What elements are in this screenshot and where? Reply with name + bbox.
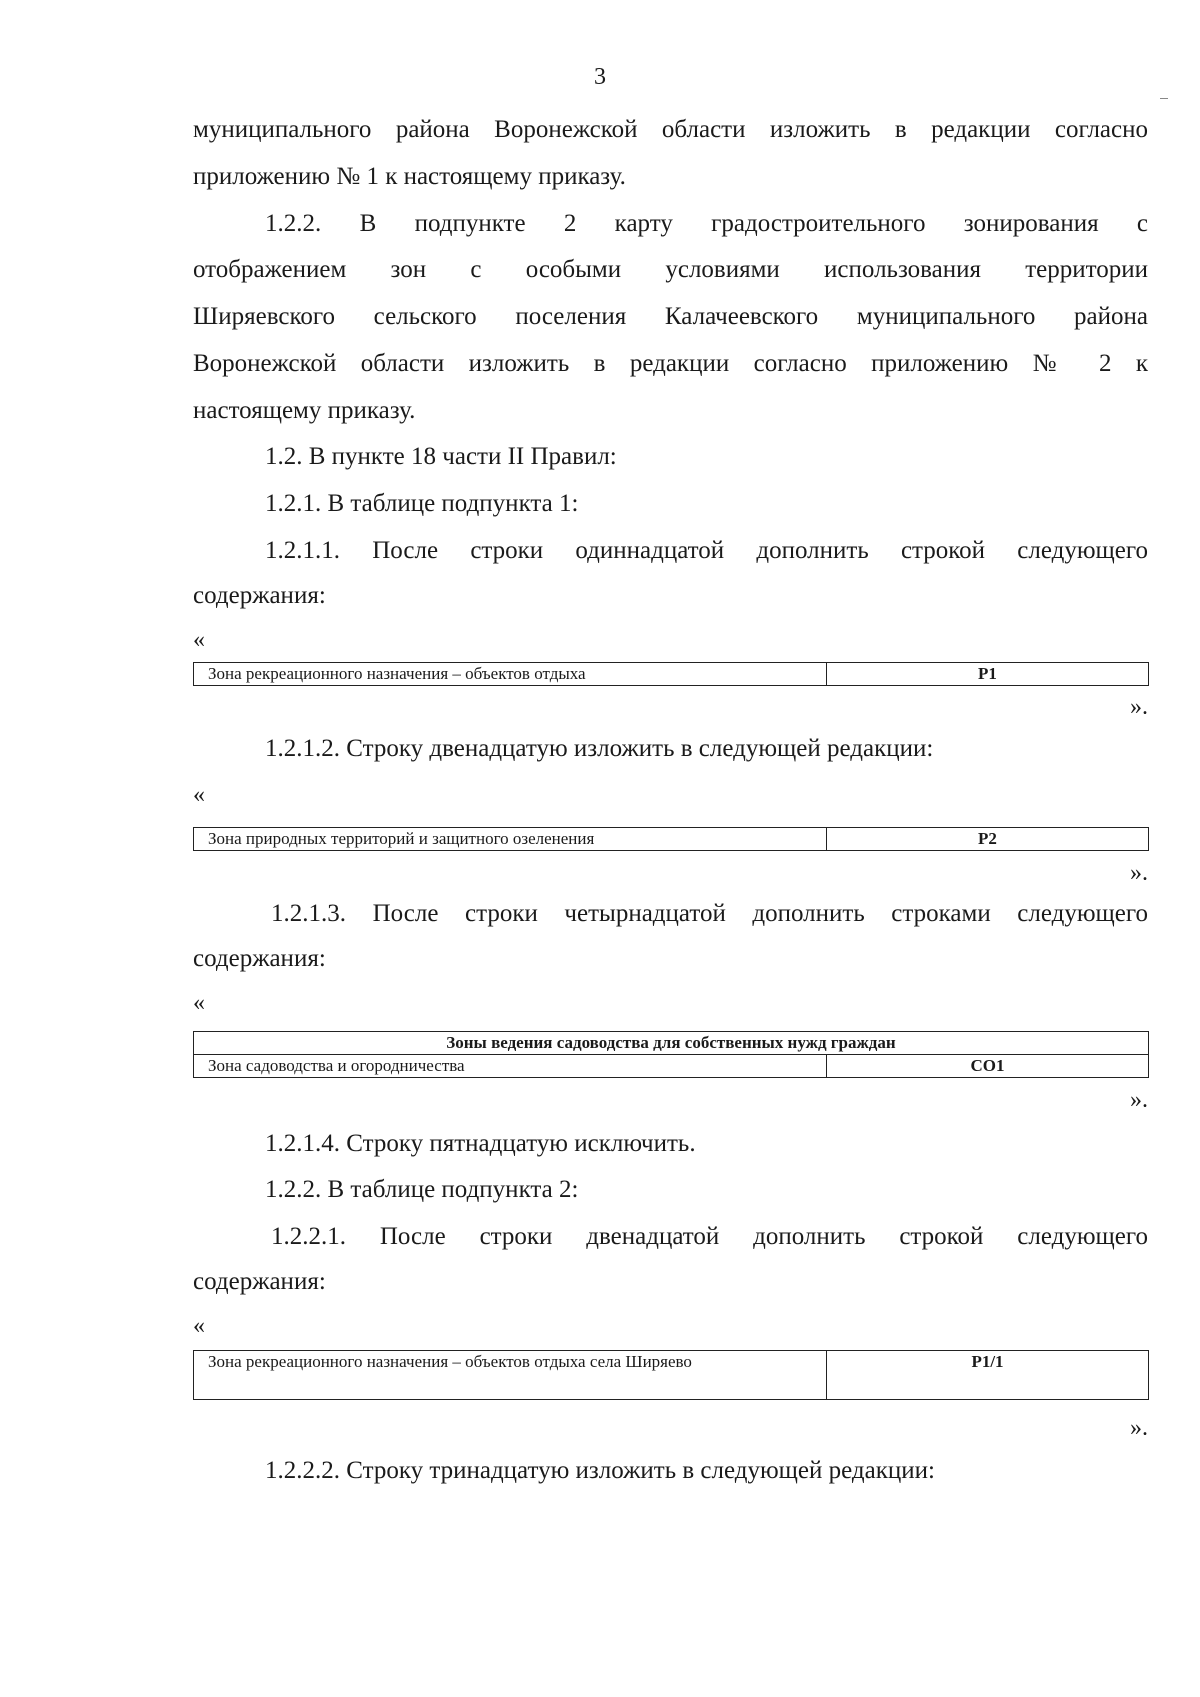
quote-close: ». <box>1130 694 1148 720</box>
zone-name-cell: Зона рекреационного назначения – объектов отдыха <box>194 663 827 686</box>
quote-open: « <box>193 782 205 808</box>
text-line: муниципального района Воронежской области изложить в редакции согласно <box>193 116 1148 143</box>
zone-code-cell: Р1 <box>827 663 1149 686</box>
zone-table-2 <box>193 827 1149 851</box>
zone-name-cell: Зона садоводства и огородничества <box>194 1055 827 1078</box>
text-line: 1.2.1.1. После строки одиннадцатой дополнить строкой следующего <box>265 537 1148 564</box>
zone-name-cell: Зона рекреационного назначения – объектов отдыха села Ширяево <box>194 1351 827 1400</box>
quote-open: « <box>193 1313 205 1339</box>
quote-close: ». <box>1130 1415 1148 1441</box>
text-line: 1.2.1.4. Строку пятнадцатую исключить. <box>265 1130 696 1157</box>
zone-table-4 <box>193 1350 1149 1400</box>
table-header-row <box>194 1032 1149 1055</box>
table-row <box>194 1055 1149 1078</box>
quote-open: « <box>193 627 205 653</box>
text-line: 1.2.2.2. Строку тринадцатую изложить в следующей редакции: <box>265 1457 935 1484</box>
zone-code-cell: СО1 <box>827 1055 1149 1078</box>
zone-table-1 <box>193 662 1149 686</box>
text-line: настоящему приказу. <box>193 397 416 424</box>
table-header-cell: Зоны ведения садоводства для собственных нужд граждан <box>194 1032 1149 1055</box>
page-number: 3 <box>594 64 606 90</box>
quote-close: ». <box>1130 860 1148 886</box>
text-line: содержания: <box>193 1268 326 1295</box>
text-line: содержания: <box>193 945 326 972</box>
table-row <box>194 828 1149 851</box>
quote-close: ». <box>1130 1087 1148 1113</box>
quote-open: « <box>193 990 205 1016</box>
text-line: содержания: <box>193 582 326 609</box>
zone-code-cell: Р1/1 <box>827 1351 1149 1400</box>
text-line: отображением зон с особыми условиями использования территории <box>193 256 1148 283</box>
text-line: Воронежской области изложить в редакции согласно приложению № 2 к <box>193 350 1148 377</box>
table-row <box>194 663 1149 686</box>
text-line: 1.2.1.3. После строки четырнадцатой дополнить строками следующего <box>271 900 1148 927</box>
text-line: 1.2.1.2. Строку двенадцатую изложить в следующей редакции: <box>265 735 934 762</box>
zone-table-3 <box>193 1031 1149 1078</box>
text-line: 1.2.2.1. После строки двенадцатой дополнить строкой следующего <box>271 1223 1148 1250</box>
text-line: 1.2.2. В подпункте 2 карту градостроительного зонирования с <box>265 210 1148 237</box>
text-line: 1.2.1. В таблице подпункта 1: <box>265 490 579 517</box>
zone-name-cell: Зона природных территорий и защитного озеленения <box>194 828 827 851</box>
zone-code-cell: Р2 <box>827 828 1149 851</box>
scan-mark <box>1160 98 1168 99</box>
text-line: приложению № 1 к настоящему приказу. <box>193 163 626 190</box>
text-line: Ширяевского сельского поселения Калачеевского муниципального района <box>193 303 1148 330</box>
text-line: 1.2.2. В таблице подпункта 2: <box>265 1176 579 1203</box>
text-line: 1.2. В пункте 18 части II Правил: <box>265 443 617 470</box>
table-row <box>194 1351 1149 1400</box>
